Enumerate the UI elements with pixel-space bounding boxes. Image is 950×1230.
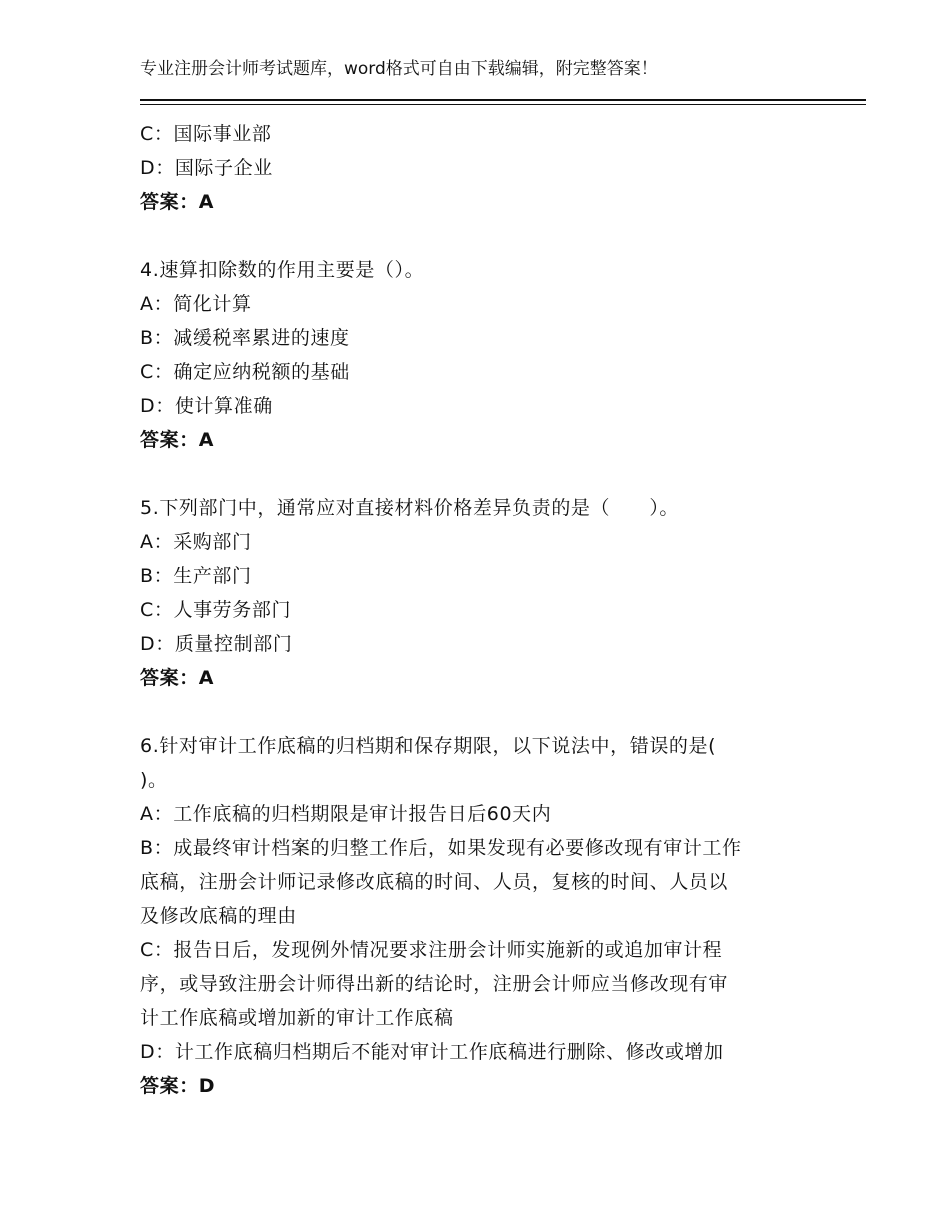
q3-option-d: D：国际子企业 bbox=[140, 157, 273, 179]
q6-option-b-line3: 及修改底稿的理由 bbox=[140, 905, 297, 927]
q6-option-c-line3: 计工作底稿或增加新的审计工作底稿 bbox=[140, 1007, 454, 1029]
q6-option-d: D：计工作底稿归档期后不能对审计工作底稿进行删除、修改或增加 bbox=[140, 1041, 724, 1063]
header-rule-thin bbox=[140, 104, 866, 105]
question-content bbox=[140, 117, 810, 1103]
q5-answer: 答案：A bbox=[140, 667, 215, 689]
q3-option-c: C：国际事业部 bbox=[140, 123, 272, 145]
q5-option-b: B：生产部门 bbox=[140, 565, 252, 587]
q3-answer: 答案：A bbox=[140, 191, 215, 213]
q6-stem-line2: )。 bbox=[140, 769, 168, 791]
q5-stem: 5.下列部门中，通常应对直接材料价格差异负责的是（ ）。 bbox=[140, 497, 680, 519]
q6-option-c-line2: 序，或导致注册会计师得出新的结论时，注册会计师应当修改现有审 bbox=[140, 973, 729, 995]
q6-answer: 答案：D bbox=[140, 1075, 216, 1097]
q5-option-d: D：质量控制部门 bbox=[140, 633, 293, 655]
page-header: 专业注册会计师考试题库，word格式可自由下载编辑，附完整答案！ bbox=[140, 59, 658, 79]
q4-option-c: C：确定应纳税额的基础 bbox=[140, 361, 350, 383]
q4-answer: 答案：A bbox=[140, 429, 215, 451]
q4-option-a: A：简化计算 bbox=[140, 293, 252, 315]
spacer bbox=[140, 457, 810, 491]
q6-option-c-line1: C：报告日后，发现例外情况要求注册会计师实施新的或追加审计程 bbox=[140, 939, 723, 961]
q6-option-b-line2: 底稿，注册会计师记录修改底稿的时间、人员，复核的时间、人员以 bbox=[140, 871, 729, 893]
q5-option-c: C：人事劳务部门 bbox=[140, 599, 292, 621]
q5-option-a: A：采购部门 bbox=[140, 531, 252, 553]
spacer bbox=[140, 695, 810, 729]
header-rule-thick bbox=[140, 99, 866, 101]
q4-stem: 4.速算扣除数的作用主要是（）。 bbox=[140, 259, 425, 281]
q6-option-a: A：工作底稿的归档期限是审计报告日后60天内 bbox=[140, 803, 552, 825]
q4-option-d: D：使计算准确 bbox=[140, 395, 273, 417]
q4-option-b: B：减缓税率累进的速度 bbox=[140, 327, 350, 349]
spacer bbox=[140, 219, 810, 253]
q6-option-b-line1: B：成最终审计档案的归整工作后，如果发现有必要修改现有审计工作 bbox=[140, 837, 742, 859]
q6-stem-line1: 6.针对审计工作底稿的归档期和保存期限，以下说法中，错误的是( bbox=[140, 735, 717, 757]
